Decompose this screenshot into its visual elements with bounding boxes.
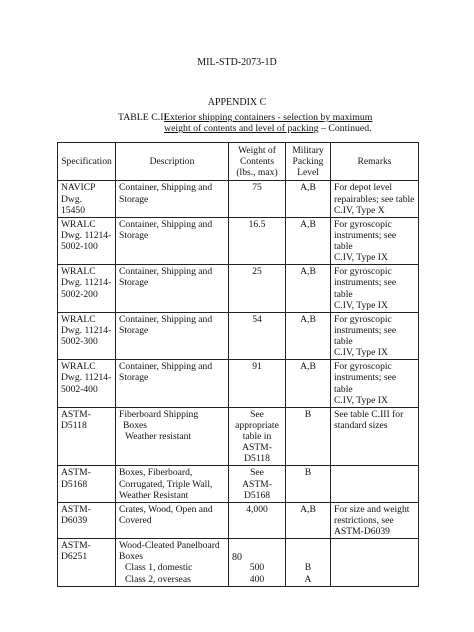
weight-cell [229, 502, 286, 538]
cell-text-line: 5002-400 [61, 383, 98, 395]
cell-text-line: Fiberboard Shipping [119, 408, 199, 420]
weight-cell [229, 407, 286, 466]
packing-level-cell [286, 181, 331, 217]
cell-text-line: D6251 [61, 551, 88, 563]
cell-text-line: 5002-300 [61, 336, 98, 347]
cell-text-line: C.IV, Type X [334, 204, 385, 216]
appendix-heading: APPENDIX C [207, 97, 267, 108]
cell-text-line: For gyroscopic [334, 266, 392, 278]
cell-text-line: Crates, Wood, Open and [119, 503, 213, 515]
cell-text-line: For gyroscopic [334, 361, 392, 373]
header-packing-level [286, 143, 331, 181]
cell-text-line: A,B [300, 218, 316, 230]
cell-text-line: C.IV, Type IX [334, 347, 388, 359]
cell-text-line: Boxes [123, 419, 147, 431]
description-cell [116, 407, 229, 466]
remarks-cell [331, 466, 419, 502]
cell-text-line: Weather resistant [125, 431, 192, 442]
cell-text-line: WRALC [61, 218, 96, 230]
cell-text-line: instruments; see table [334, 229, 397, 252]
table-row [58, 502, 419, 538]
packing-level-cell [286, 502, 331, 538]
cell-text-line: 16.5 [248, 218, 266, 230]
cell-text-line: appropriate [235, 419, 279, 431]
cell-text-line: instruments; see table [334, 324, 397, 347]
weight-cell [229, 181, 286, 217]
table-title-line-2: weight of contents and level of packing [164, 123, 319, 135]
remarks-cell [331, 312, 419, 360]
cell-text-line: Wood-Cleated Panelboard [119, 540, 220, 552]
cell-text-line: 400 [249, 573, 265, 585]
description-cell [116, 502, 229, 538]
cell-text-line: Class 1, domestic [125, 562, 193, 574]
cell-text-line: D6039 [61, 514, 88, 526]
header-weight-line: (lbs., max) [236, 167, 278, 179]
cell-text-line: WRALC [61, 266, 96, 278]
cell-text-line: restrictions, see [334, 514, 394, 526]
packing-level-cell [286, 360, 331, 408]
remarks-cell [331, 181, 419, 217]
cell-text-line: 54 [252, 313, 262, 325]
table-title-line-1: Exterior shipping containers - selection by maximum [164, 112, 373, 123]
packing-level-cell [286, 466, 331, 502]
page-number: 80 [232, 552, 242, 563]
cell-text-line: Container, Shipping and [119, 182, 213, 194]
remarks-cell [331, 265, 419, 313]
cell-text-line: For gyroscopic [334, 313, 392, 325]
cell-text-line: Container, Shipping and [119, 218, 213, 230]
spec-cell [58, 407, 116, 466]
cell-text-line: ASTM- [61, 540, 91, 552]
cell-text-line: D5168 [61, 478, 88, 490]
spec-cell [58, 217, 116, 265]
cell-text-line: Storage [119, 229, 149, 241]
spec-cell [58, 466, 116, 502]
packing-level-cell [286, 217, 331, 265]
cell-text-line: A,B [300, 182, 316, 194]
remarks-cell [331, 407, 419, 466]
table-number: TABLE C.II. [118, 112, 170, 123]
weight-cell [229, 312, 286, 360]
cell-text-line: 25 [252, 266, 262, 278]
cell-text-line: standard sizes [334, 419, 388, 431]
cell-text-line: ASTM- [61, 467, 91, 479]
table-header-row [58, 143, 419, 181]
cell-text-line: For depot level [334, 182, 393, 194]
cell-text-line: 15450 [61, 204, 85, 216]
cell-text-line: 5002-100 [61, 241, 98, 252]
packing-level-cell [286, 407, 331, 466]
cell-text-line: For size and weight [334, 503, 410, 515]
remarks-cell [331, 217, 419, 265]
header-description: Description [116, 143, 229, 181]
cell-text-line: Container, Shipping and [119, 313, 213, 325]
cell-text-line: 75 [252, 182, 262, 194]
cell-text-line: Dwg. [61, 193, 83, 205]
cell-text-line: See table C.III for [334, 408, 404, 420]
document-id: MIL-STD-2073-1D [197, 57, 277, 68]
spec-cell [58, 312, 116, 360]
spec-cell [58, 265, 116, 313]
cell-text-line: A,B [300, 361, 316, 373]
cell-text-line: Storage [119, 193, 149, 205]
description-cell [116, 265, 229, 313]
header-packing-line: Military [292, 145, 324, 156]
header-packing-line: Packing [292, 156, 324, 168]
header-remarks: Remarks [331, 143, 419, 181]
cell-text-line: Weather Resistant [119, 489, 189, 501]
cell-text-line: ASTM- [61, 503, 91, 515]
table-caption [118, 112, 418, 135]
cell-text-line: C.IV, Type IX [334, 252, 388, 264]
cell-text-line: Class 2, overseas [125, 573, 191, 585]
cell-text-line: 91 [252, 361, 262, 373]
cell-text-line: D5118 [61, 419, 87, 431]
cell-text-line: WRALC [61, 313, 96, 325]
header-specification: Specification [58, 143, 116, 181]
cell-text-line: For gyroscopic [334, 218, 392, 230]
cell-text-line: C.IV, Type IX [334, 299, 388, 311]
spec-cell [58, 502, 116, 538]
cell-text-line: ASTM-D6039 [334, 526, 390, 537]
cell-text-line: Dwg. 11214- [61, 229, 112, 241]
cell-text-line: table in [242, 431, 272, 442]
header-weight [229, 143, 286, 181]
cell-text-line: 4,000 [246, 503, 268, 515]
table-row [58, 360, 419, 408]
cell-text-line: See [250, 467, 264, 479]
weight-cell [229, 360, 286, 408]
description-cell [116, 312, 229, 360]
packing-level-cell [286, 265, 331, 313]
table-row [58, 181, 419, 217]
spec-cell [58, 360, 116, 408]
cell-text-line: A,B [300, 313, 316, 325]
cell-text-line: B [304, 467, 312, 479]
header-weight-line: Weight of [238, 145, 276, 156]
description-cell [116, 217, 229, 265]
cell-text-line: ASTM- [242, 442, 272, 454]
cell-text-line: Boxes, Fiberboard, [119, 467, 193, 479]
cell-text-line: NAVICP [61, 182, 96, 194]
cell-text-line: Container, Shipping and [119, 361, 213, 373]
cell-text-line: Dwg. 11214- [61, 372, 112, 384]
cell-text-line: See [250, 408, 264, 420]
cell-text-line: B [304, 562, 312, 574]
cell-text-line: A,B [300, 266, 316, 278]
cell-text-line: A,B [300, 503, 316, 515]
cell-text-line: instruments; see table [334, 372, 397, 395]
cell-text-line: ASTM- [242, 478, 272, 490]
remarks-cell [331, 360, 419, 408]
cell-text-line: Corrugated, Triple Wall, [119, 478, 213, 490]
table-row [58, 217, 419, 265]
spec-cell [58, 181, 116, 217]
table-row [58, 312, 419, 360]
cell-text-line: B [304, 408, 312, 420]
cell-text-line: C.IV, Type IX [334, 394, 388, 406]
cell-text-line: 5002-200 [61, 288, 98, 300]
table-title-suffix: – Continued. [318, 123, 372, 135]
cell-text-line: WRALC [61, 361, 96, 373]
cell-text-line: A [304, 573, 312, 585]
cell-text-line: Covered [119, 514, 152, 526]
table-row [58, 407, 419, 466]
cell-text-line: ASTM- [61, 408, 91, 420]
table-title [164, 112, 418, 135]
cell-text-line: Storage [119, 372, 149, 384]
cell-text-line: Dwg. 11214- [61, 324, 112, 336]
weight-cell [229, 466, 286, 502]
cell-text-line: Boxes [119, 551, 143, 563]
cell-text-line: Storage [119, 277, 149, 289]
weight-cell [229, 265, 286, 313]
cell-text-line: repairables; see table [334, 193, 415, 205]
cell-text-line: D5118 [244, 453, 270, 465]
description-cell [116, 360, 229, 408]
cell-text-line: Container, Shipping and [119, 266, 213, 278]
description-cell [116, 466, 229, 502]
table-row [58, 466, 419, 502]
cell-text-line: 500 [249, 562, 265, 574]
packing-level-cell [286, 312, 331, 360]
cell-text-line: Dwg. 11214- [61, 277, 112, 289]
header-weight-line: Contents [239, 156, 275, 168]
cell-text-line: instruments; see table [334, 277, 397, 300]
description-cell [116, 181, 229, 217]
table-row [58, 265, 419, 313]
cell-text-line: D5168 [243, 489, 271, 501]
remarks-cell [331, 502, 419, 538]
weight-cell [229, 217, 286, 265]
header-packing-line: Level [297, 167, 319, 179]
containers-table [57, 142, 419, 587]
cell-text-line: Storage [119, 324, 149, 336]
